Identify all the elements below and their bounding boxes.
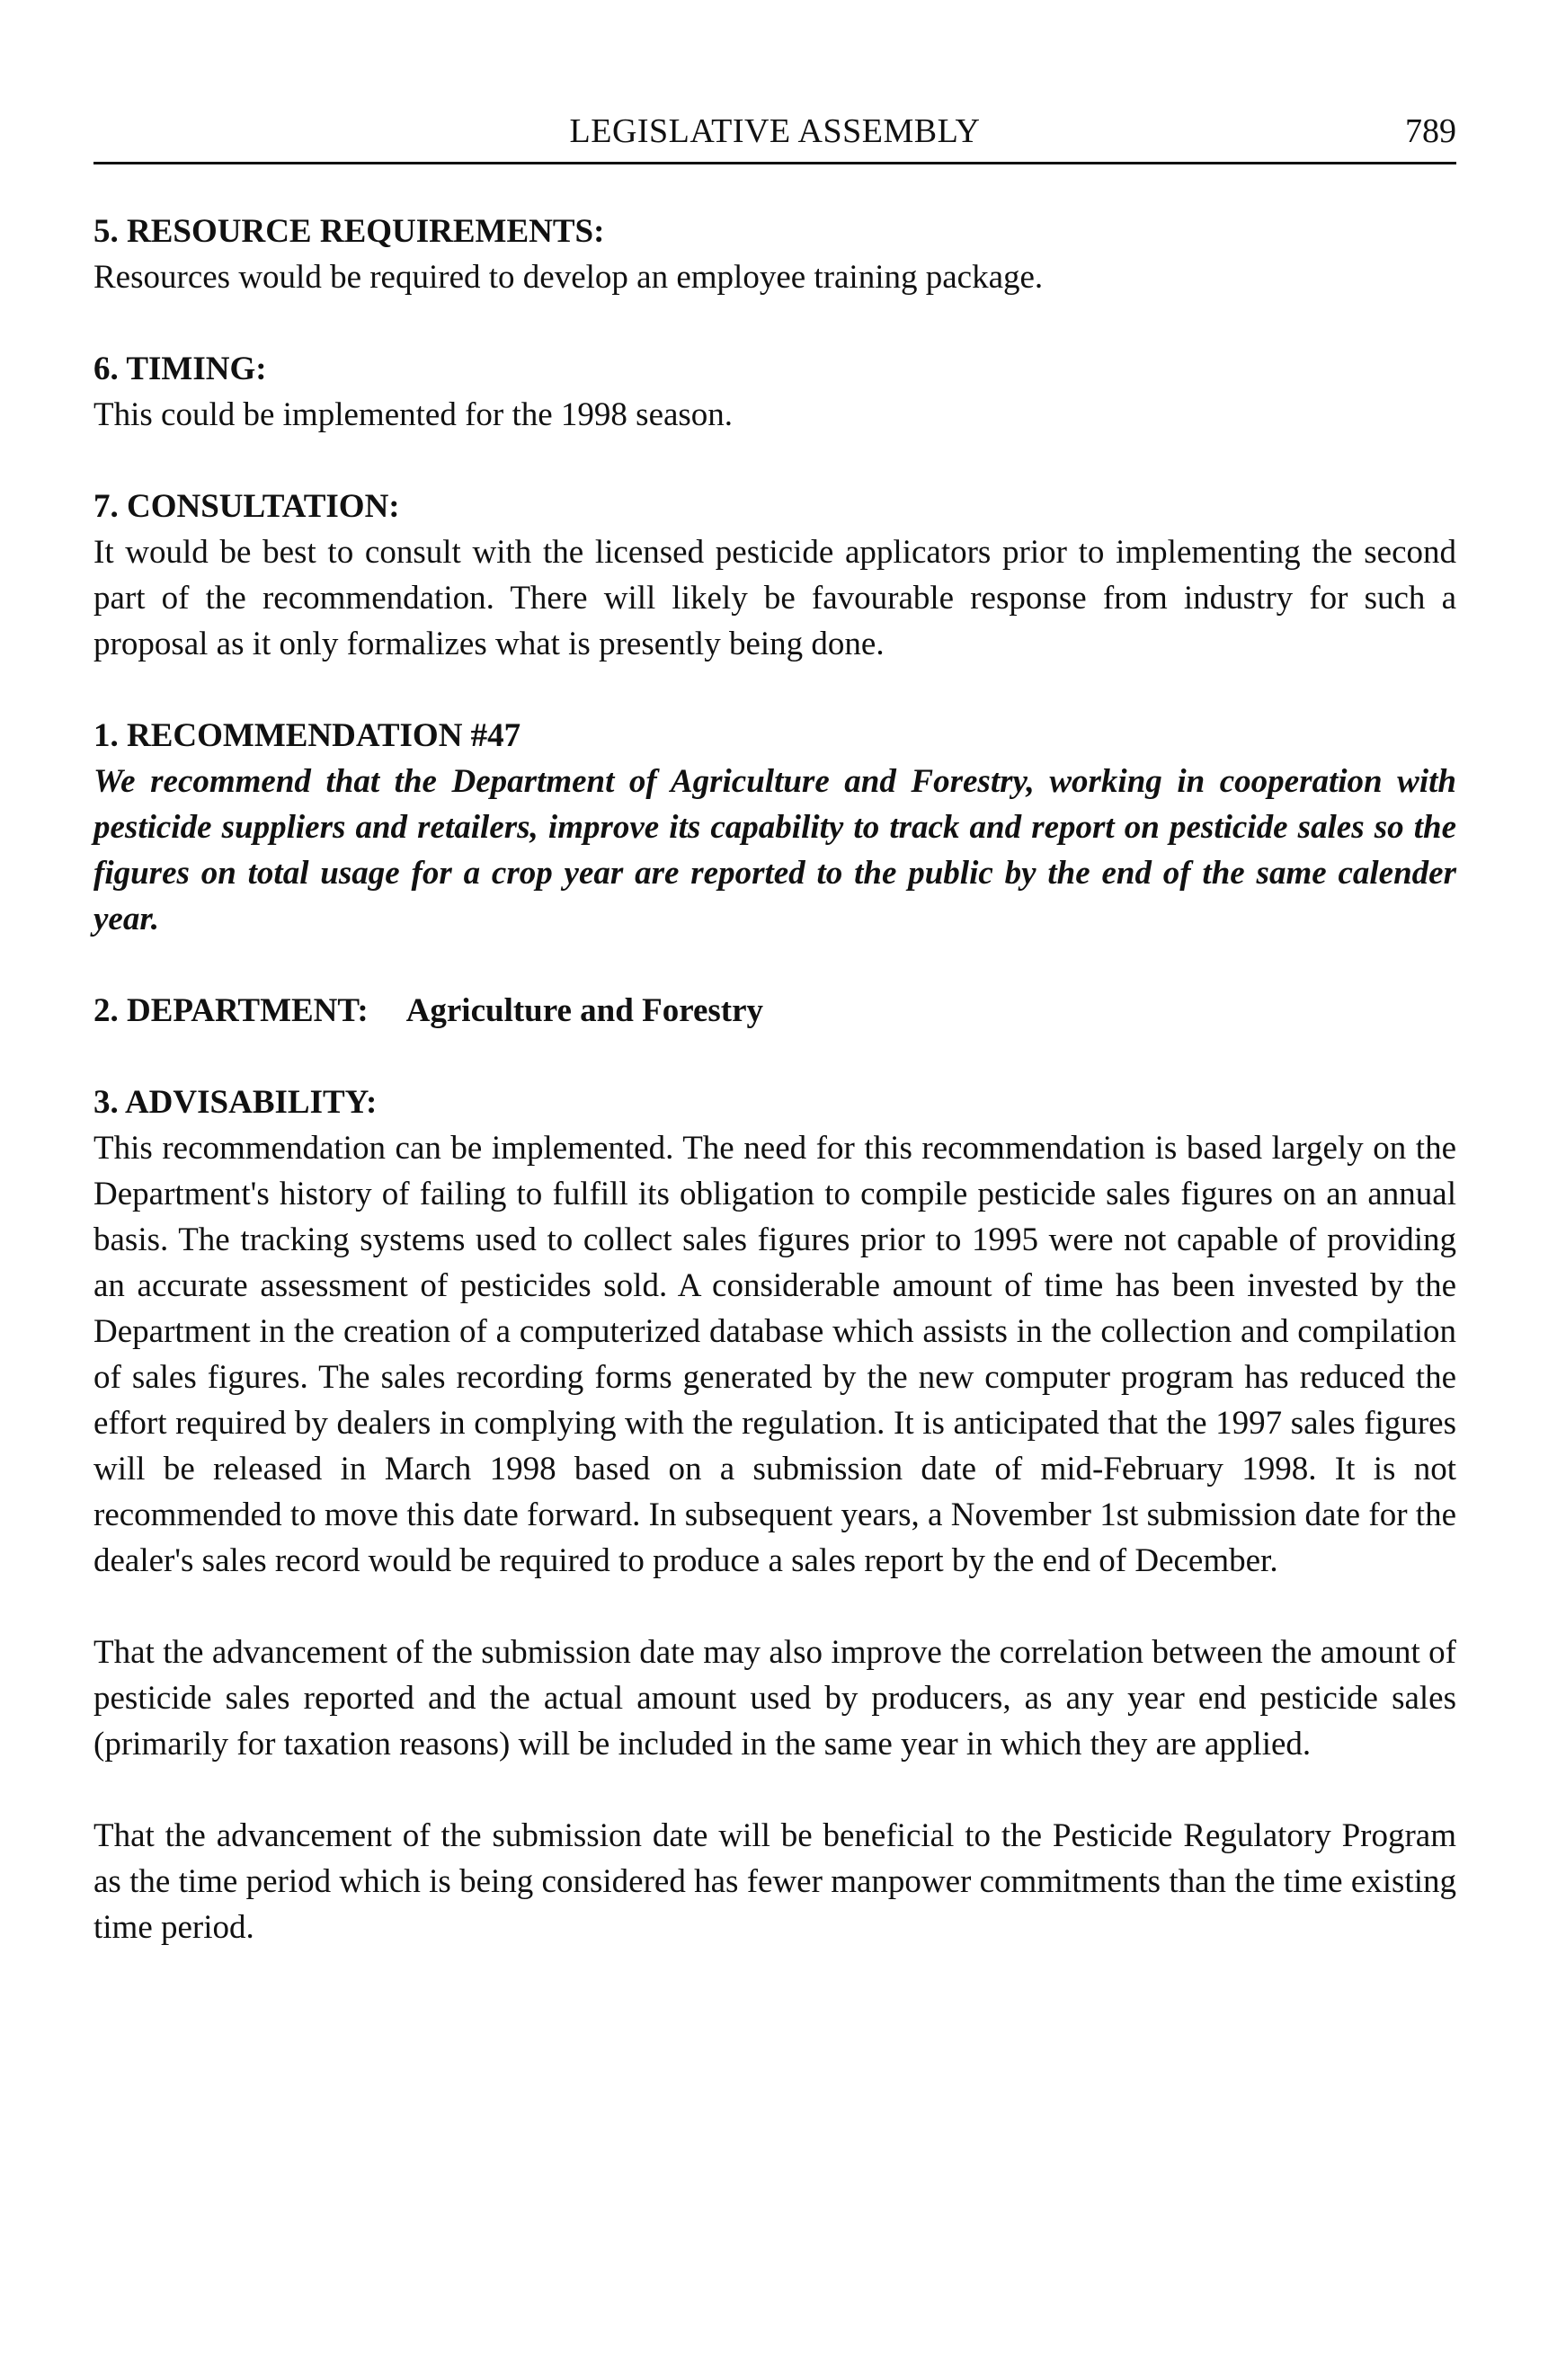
section-heading: 5. RESOURCE REQUIREMENTS: [93, 213, 605, 250]
advisability-paragraph-3-block [93, 1813, 1456, 1950]
header-title: LEGISLATIVE ASSEMBLY [569, 112, 981, 150]
section-recommendation [93, 713, 1456, 942]
section-text: It would be best to consult with the licensed pesticide applicators prior to implementing the second part of the recommendation. There will likely be favourable response from industry for such a proposal as it only formalizes what is presently being done. [93, 534, 1456, 662]
section-heading: 6. TIMING: [93, 351, 267, 387]
section-timing [93, 346, 1456, 438]
advisability-heading: 3. ADVISABILITY: [93, 1084, 378, 1121]
department-value: Agriculture and Forestry [405, 992, 764, 1029]
section-advisability [93, 1079, 1456, 1584]
recommendation-text: We recommend that the Department of Agriculture and Forestry, working in cooperation with pesticide suppliers and retailers, improve its capability to track and report on pesticide sales so the figures on total usage for a crop year are reported to the public by the end of the same calender year. [93, 763, 1456, 937]
advisability-paragraph: That the advancement of the submission date may also improve the correlation between the amount of pesticide sales reported and the actual amount used by producers, as any year end pesticide sales (primarily for taxation reasons) will be included in the same year in which they are applied. [93, 1634, 1456, 1763]
advisability-paragraph: That the advancement of the submission date will be beneficial to the Pesticide Regulatory Program as the time period which is being considered has fewer manpower commitments than the time existing time period. [93, 1817, 1456, 1946]
section-consultation [93, 484, 1456, 667]
department-label: 2. DEPARTMENT: [93, 992, 369, 1029]
section-department [93, 988, 1456, 1034]
section-heading: 7. CONSULTATION: [93, 488, 400, 525]
section-resource-requirements [93, 209, 1456, 300]
page-number: 789 [1405, 112, 1456, 150]
document-body [93, 209, 1456, 1996]
advisability-paragraph: This recommendation can be implemented. The need for this recommendation is based largely on the Department's history of failing to fulfill its obligation to compile pesticide sales figures on an annual basis. The tracking systems used to collect sales figures prior to 1995 were not capable of providing an accurate assessment of pesticides sold. A considerable amount of time has been invested by the Department in the creation of a computerized database which assists in the collection and compilation of sales figures. The sales recording forms generated by the new computer program has reduced the effort required by dealers in complying with the regulation. It is anticipated that the 1997 sales figures will be released in March 1998 based on a submission date of mid-February 1998. It is not recommended to move this date forward. In subsequent years, a November 1st submission date for the dealer's sales record would be required to produce a sales report by the end of December. [93, 1130, 1456, 1579]
section-text: Resources would be required to develop an employee training package. [93, 259, 1044, 296]
page-header [93, 106, 1456, 164]
section-text: This could be implemented for the 1998 season. [93, 396, 734, 433]
recommendation-heading: 1. RECOMMENDATION #47 [93, 717, 521, 754]
advisability-paragraph-2-block [93, 1630, 1456, 1767]
